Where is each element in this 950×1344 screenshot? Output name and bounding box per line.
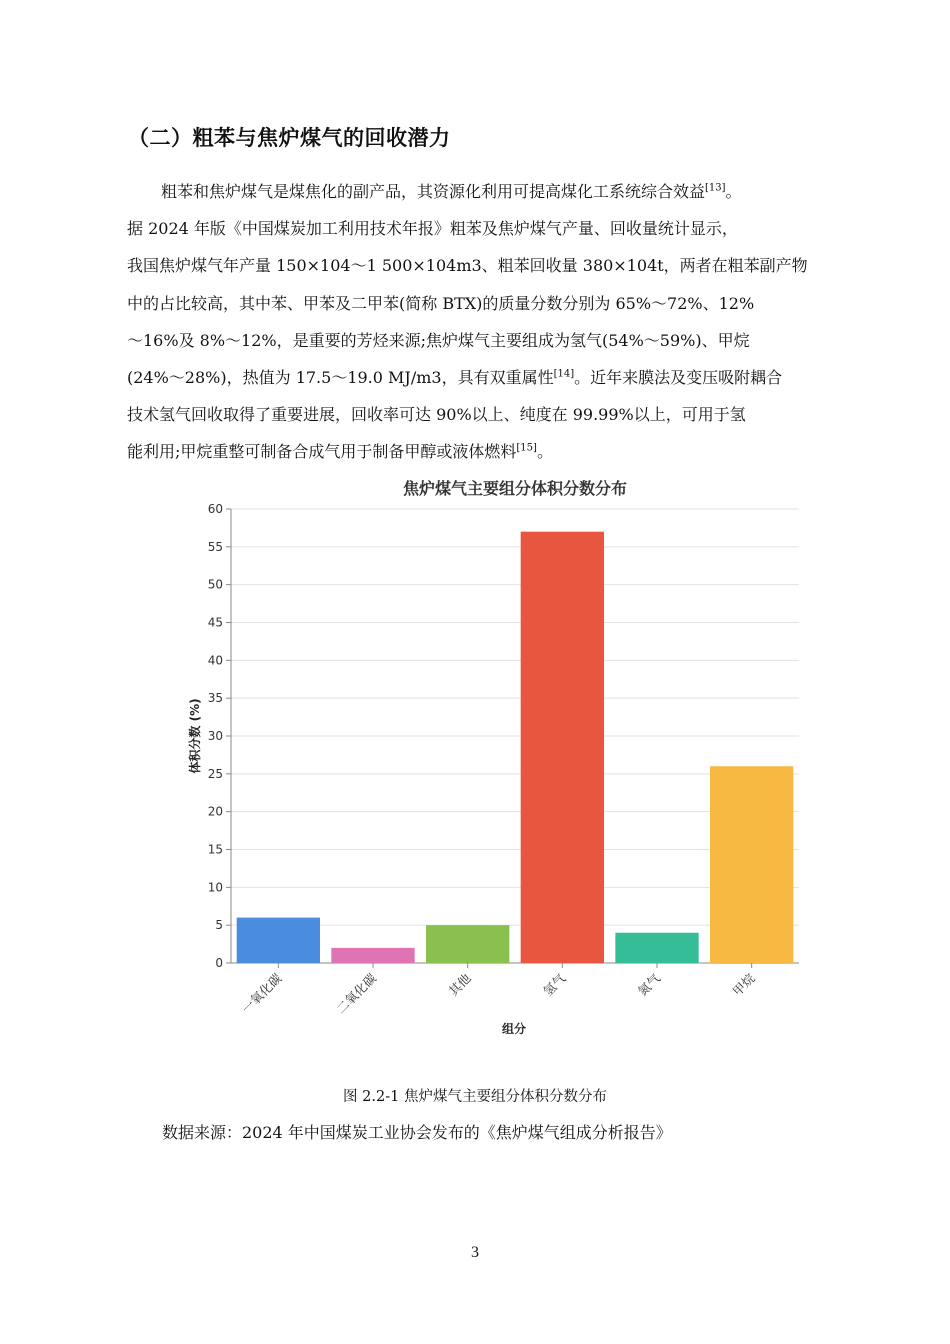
paragraph-line	[127, 359, 862, 396]
x-tick-label: 氢气	[540, 970, 569, 999]
section-heading: （二）粗苯与焦炉煤气的回收潜力	[128, 126, 451, 150]
paragraph-line-text: 能利用;甲烷重整可制备合成气用于制备甲醇或液体燃料	[127, 442, 517, 462]
x-tick-label: 氮气	[634, 970, 664, 999]
y-tick-label: 30	[207, 729, 223, 743]
bar-1	[237, 918, 320, 963]
y-tick-label: 40	[207, 653, 223, 668]
bar-chart	[180, 470, 810, 1042]
paragraph-line	[127, 247, 862, 284]
citation-marker: [13]	[705, 182, 726, 194]
y-tick-label: 0	[215, 956, 223, 970]
y-axis-title: 体积分数 (%)	[188, 698, 202, 774]
x-tick-label: 其他	[445, 970, 474, 999]
paragraph-line	[127, 396, 862, 433]
y-tick-label: 5	[215, 918, 223, 933]
figure-caption: 图 2.2-1 焦炉煤气主要组分体积分数分布	[343, 1089, 607, 1105]
paragraph-line-text: 我国焦炉煤气年产量 150×104～1 500×104m3、粗苯回收量 380×104t，两者在粗苯副产物	[127, 256, 808, 276]
paragraph-line-text: 中的占比较高，其中苯、甲苯及二甲苯(简称 BTX)的质量分数分别为 65%～72%、12%	[127, 293, 755, 313]
paragraph-line	[127, 285, 862, 322]
paragraph-line-tail: 。	[536, 442, 553, 462]
paragraph-line-text: ～16%及 8%～12%，是重要的芳烃来源;焦炉煤气主要组成为氢气(54%～59%)、甲烷	[127, 330, 750, 350]
paragraph-line-text: 技术氢气回收取得了重要进展，回收率可达 90%以上、纯度在 99.99%以上，可用于氢	[127, 405, 746, 425]
bar-5	[615, 933, 698, 963]
citation-marker: [14]	[553, 368, 575, 380]
y-tick-label: 20	[207, 804, 223, 819]
paragraph-line	[127, 433, 862, 470]
x-axis-title: 组分	[501, 1022, 527, 1036]
x-tick-label: 一氧化碳	[238, 970, 285, 1017]
y-tick-label: 10	[207, 880, 223, 895]
figure-chart	[180, 470, 810, 1042]
y-tick-label: 15	[207, 842, 223, 857]
y-tick-label: 25	[207, 766, 223, 781]
y-tick-label: 45	[207, 615, 223, 630]
paragraph-line-tail: 。	[725, 182, 742, 201]
figure-source-note: 数据来源：2024 年中国煤炭工业协会发布的《焦炉煤气组成分析报告》	[162, 1123, 672, 1142]
paragraph-line-tail: 。近年来膜法及变压吸附耦合	[574, 367, 783, 387]
citation-marker: [15]	[516, 442, 537, 454]
paragraph-line-text: 粗苯和焦炉煤气是煤焦化的副产品，其资源化利用可提高煤化工系统综合效益	[161, 182, 706, 201]
y-tick-label: 50	[207, 577, 223, 592]
bar-2	[331, 948, 414, 963]
paragraph-line	[127, 173, 862, 210]
body-paragraph	[127, 173, 862, 471]
y-tick-label: 55	[207, 539, 223, 554]
bar-4	[521, 532, 604, 963]
bar-6	[710, 766, 793, 963]
paragraph-line	[127, 322, 862, 359]
chart-title: 焦炉煤气主要组分体积分数分布	[402, 479, 628, 498]
page-number: 3	[471, 1244, 479, 1261]
x-tick-label: 甲烷	[729, 970, 758, 999]
bar-3	[426, 925, 509, 963]
y-tick-label: 35	[207, 691, 223, 706]
x-tick-label: 二氧化碳	[333, 970, 380, 1017]
paragraph-line-text: (24%～28%)，热值为 17.5～19.0 MJ/m3，具有双重属性	[127, 367, 554, 387]
y-tick-label: 60	[207, 502, 223, 516]
paragraph-line-text: 据 2024 年版《中国煤炭加工利用技术年报》粗苯及焦炉煤气产量、回收量统计显示，	[127, 219, 738, 239]
paragraph-line	[127, 210, 862, 247]
